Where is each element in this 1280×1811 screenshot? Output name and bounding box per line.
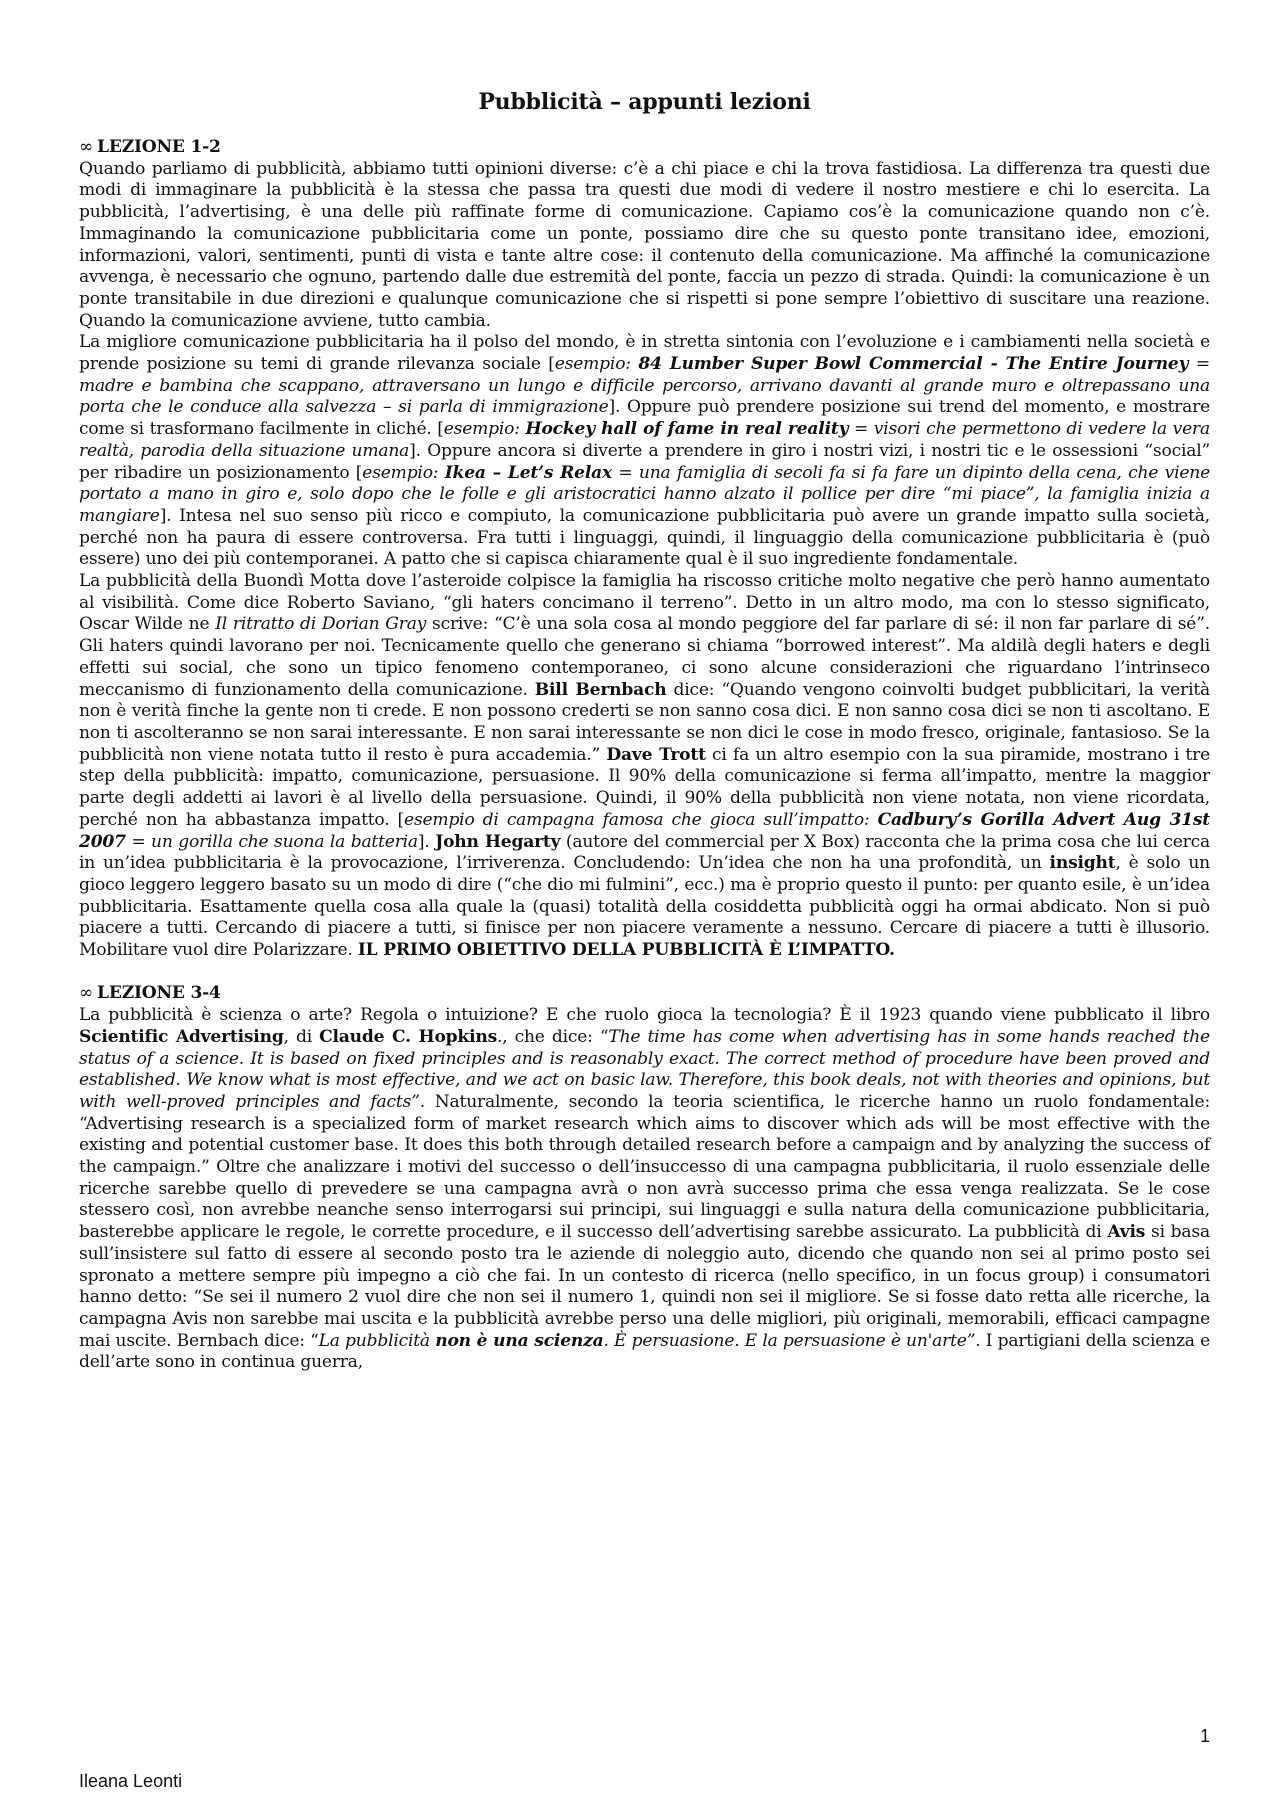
paragraph-text: ]. Oppure può prendere posizione sui trend del momento, e mostrare come si trasformano facilmente in cliché. [	[79, 397, 1211, 440]
paragraph-text: . Naturalmente, secondo la teoria scientifica, le ricerche hanno un ruolo fondamentale: “Advertising research is a specialized form of market research which aims to discover which ads will be most effective with the existing and potential customer base. It does this both through detailed research before a campaign and by analyzing the success of the campaign.” Oltre che analizzare i motivi del successo o dell’insuccesso di una campagna pubblicitaria, il ruolo essenziale delle ricerche sarebbe quello di prevedere se una campagna avrà o non avrà successo prima che essa venga realizzata. Se le cose stessero così, non avrebbe neanche senso interrogarsi sui principi, sui linguaggi e sulla natura della comunicazione pubblicitaria, basterebbe applicare le regole, le corrette procedure, e il successo dell’advertising sarebbe assicurato. La pubblicità di	[79, 1091, 1210, 1243]
paragraph-text: . I partigiani della scienza e dell’arte sono in continua guerra,	[79, 1330, 1210, 1373]
paragraph-text: scrive: “C’è una sola cosa al mondo peggiore del far parlare di sé: il non far parlare di sé”. Gli haters quindi lavorano per noi. Tecnicamente quello che generano si chiama “borrowed interest”. Ma aldilà degli haters e degli effetti sui social, che sono un tipico fenomeno contemporaneo, ci sono alcune considerazioni che riguardano l’intrinseco meccanismo di funzionamento della comunicazione.	[79, 614, 1210, 700]
infinity-icon: ∞	[79, 137, 94, 157]
example-label: esempio di campagna famosa che gioca sull’impatto:	[404, 809, 878, 830]
paragraph-text: La pubblicità è scienza o arte? Regola o intuizione? E che ruolo gioca la tecnologia? È il 1923 quando viene pubblicato il libro	[79, 1005, 1210, 1026]
paragraph	[79, 159, 1210, 333]
quotation	[319, 1331, 976, 1351]
quotation-emphasis: non è una scienza	[435, 1330, 604, 1351]
lesson-heading-label: LEZIONE 3-4	[97, 983, 221, 1004]
paragraph-text: dice: “Quando vengono coinvolti budget pubblicitari, la verità non è verità finche la gente non ti crede. E non possono crederti se non sanno cosa dici. E non sanno cosa dici se non ti ascoltano. E non ti ascolteranno se non sarai interessante. E non sarai interessante se non dici le cose in modo fresco, originale, fantasioso. Se la pubblicità non viene notata tutto il resto è pura accademia.”	[79, 679, 1210, 765]
example-description: = madre e bambina che scappano, attraversano un lungo e difficile percorso, arrivano davanti al grande muro e oltrepassano una porta che le conduce alla salvezza – si parla di immigrazione	[79, 354, 1210, 418]
quotation-part: La pubblicità	[318, 1330, 436, 1351]
example-label: esempio:	[443, 419, 526, 440]
paragraph-text: , di	[283, 1026, 320, 1047]
conclusion-statement: IL PRIMO OBIETTIVO DELLA PUBBLICITÀ È L’IMPATTO.	[357, 940, 895, 961]
document-body	[79, 87, 1210, 1374]
paragraph-text: , è solo un gioco leggero leggero basato su un modo di dire (“che dio mi fulmini”, ecc.) ma è proprio questo il punto: per quanto esile, è un’idea pubblicitaria. Esattamente quella cosa alla quale la (quasi) totalità della cosiddetta pubblicità oggi ha ormai abdicato. Non si può piacere a tutti. Cercando di piacere a tutti, si finisce per non piacere veramente a nessuno. Cercare di piacere a tutti è illusorio. Mobilitare vuol dire Polarizzare.	[79, 853, 1210, 961]
example-description: = un gorilla che suona la batteria	[125, 831, 418, 852]
example-title: Hockey hall of fame in real reality	[525, 419, 849, 440]
person-name: John Hegarty	[435, 831, 561, 852]
paragraph-text: ]. Oppure ancora si diverte a prendere in giro i nostri vizi, i nostri tic e le ossessioni “social” per ribadire un posizionamento [	[79, 440, 1211, 483]
example-title: Ikea – Let’s Relax	[444, 462, 613, 483]
paragraph-text: Quando parliamo di pubblicità, abbiamo tutti opinioni diverse: c’è a chi piace e chi la trova fastidiosa. La differenza tra questi due modi di immaginare la pubblicità è la stessa che passa tra questi due modi di vedere il nostro mestiere e chi lo esercita. La pubblicità, l’advertising, è una delle più raffinate forme di comunicazione. Capiamo cos’è la comunicazione quando non c’è. Immaginando la comunicazione pubblicitaria come un ponte, possiamo dire che su questo ponte transitano idee, emozioni, informazioni, valori, sentimenti, punti di vista e tante altre cose: il contenuto della comunicazione. Ma affinché la comunicazione avvenga, è necessario che ognuno, partendo dalle due estremità del ponte, faccia un pezzo di strada. Quindi: la comunicazione è un ponte transitabile in due direzioni e qualunque comunicazione che si rispetti si pone sempre l’obiettivo di suscitare una reazione. Quando la comunicazione avviene, tutto cambia.	[79, 158, 1210, 331]
example-description: = una famiglia di secoli fa si fa fare un dipinto della cena, che viene portato a mano in giro e, solo dopo che le folle e gli aristocratici hanno alzato il pollice per dire “mi piace”, la famiglia inizia a mangiare	[79, 462, 1210, 526]
quotation: The time has come when advertising has in some hands reached the status of a science. It is based on fixed principles and is reasonably exact. The correct method of procedure have been proved and established. We know what is most effective, and we act on basic law. Therefore, this book deals, not with theories and opinions, but with well-proved principles and facts”	[79, 1026, 1210, 1112]
lesson-heading-1-2	[79, 137, 1210, 159]
infinity-icon: ∞	[79, 983, 94, 1004]
brand-name: Avis	[1107, 1222, 1146, 1243]
quotation-part: . È persuasione. E la persuasione è un'arte”	[603, 1330, 976, 1351]
paragraph-text: La migliore comunicazione pubblicitaria ha il polso del mondo, è in stretta sintonia con l’evoluzione e i cambiamenti nella società e prende posizione su temi di grande rilevanza sociale [	[79, 332, 1210, 375]
lesson-heading-label: LEZIONE 1-2	[97, 137, 221, 157]
paragraph	[79, 1005, 1210, 1374]
page-number: 1	[1199, 1726, 1210, 1746]
person-name: Claude C. Hopkins	[319, 1026, 498, 1047]
keyword: insight	[1049, 853, 1116, 874]
book-title: Il ritratto di Dorian Gray	[215, 614, 427, 635]
paragraph-text: ].	[417, 831, 436, 852]
example-label: esempio:	[554, 354, 639, 375]
example-title: 84 Lumber Super Bowl Commercial - The Entire Journey	[638, 354, 1189, 375]
person-name: Bill Bernbach	[534, 679, 667, 700]
document-title: Pubblicità – appunti lezioni	[478, 89, 811, 115]
example-description: = visori che permettono di vedere la vera realtà, parodia della situazione umana	[79, 419, 1211, 461]
paragraph-text: ., che dice: “	[497, 1026, 609, 1047]
person-name: Dave Trott	[606, 744, 706, 765]
paragraph-text: (autore del commercial per X Box) racconta che la prima cosa che lui cerca in un’idea pubblicitaria è la provocazione, l’irriverenza. Concludendo: Un’idea che non ha una profondità, un	[79, 831, 1211, 874]
paragraph-text: si basa sull’insistere sul fatto di essere al secondo posto tra le aziende di noleggio auto, dicendo che quando non sei al primo posto sei spronato a mettere sempre più impegno a ciò che fai. In un contesto di ricerca (nello specifico, in un focus group) i consumatori hanno detto: “Se sei il numero 2 vuol dire che non sei il numero 1, quindi non sei il migliore. Se si fosse dato retta alle ricerche, la campagna Avis non sarebbe mai uscita e la pubblicità avrebbe perso una delle migliori, più originali, memorabili, efficaci campagne mai uscite. Bernbach dice: “	[79, 1222, 1210, 1351]
footer-author: Ileana Leonti	[79, 1771, 183, 1791]
paragraph-text: La pubblicità della Buondì Motta dove l’asteroide colpisce la famiglia ha riscosso critiche molto negative che però hanno aumentato al visibilità. Come dice Roberto Saviano, “gli haters concimano il terreno”. Detto in un altro modo, ma con lo stesso significato, Oscar Wilde ne	[79, 571, 1210, 635]
lesson-heading-3-4	[79, 983, 1210, 1005]
paragraph	[79, 571, 1210, 962]
example-title: Cadbury’s Gorilla Advert Aug 31st 2007	[79, 809, 1210, 852]
example-label: esempio:	[362, 462, 445, 483]
paragraph-text: ]. Intesa nel suo senso più ricco e compiuto, la comunicazione pubblicitaria può avere un grande impatto sulla società, perché non ha paura di essere controversa. Fra tutti i linguaggi, quindi, il linguaggio della comunicazione pubblicitaria è (può essere) uno dei più contemporanei. A patto che si capisca chiaramente qual è il suo ingrediente fondamentale.	[79, 505, 1210, 570]
paragraph-text: ci fa un altro esempio con la sua piramide, mostrano i tre step della pubblicità: impatto, comunicazione, persuasione. Il 90% della comunicazione si ferma all’impatto, mentre la maggior parte degli addetti ai lavori è al livello della persuasione. Quindi, il 90% della pubblicità non viene notata, non viene ricordata, perché non ha abbastanza impatto. [	[79, 744, 1210, 830]
section-spacer	[79, 962, 1210, 984]
book-title: Scientific Advertising	[79, 1026, 284, 1047]
paragraph	[79, 332, 1210, 571]
